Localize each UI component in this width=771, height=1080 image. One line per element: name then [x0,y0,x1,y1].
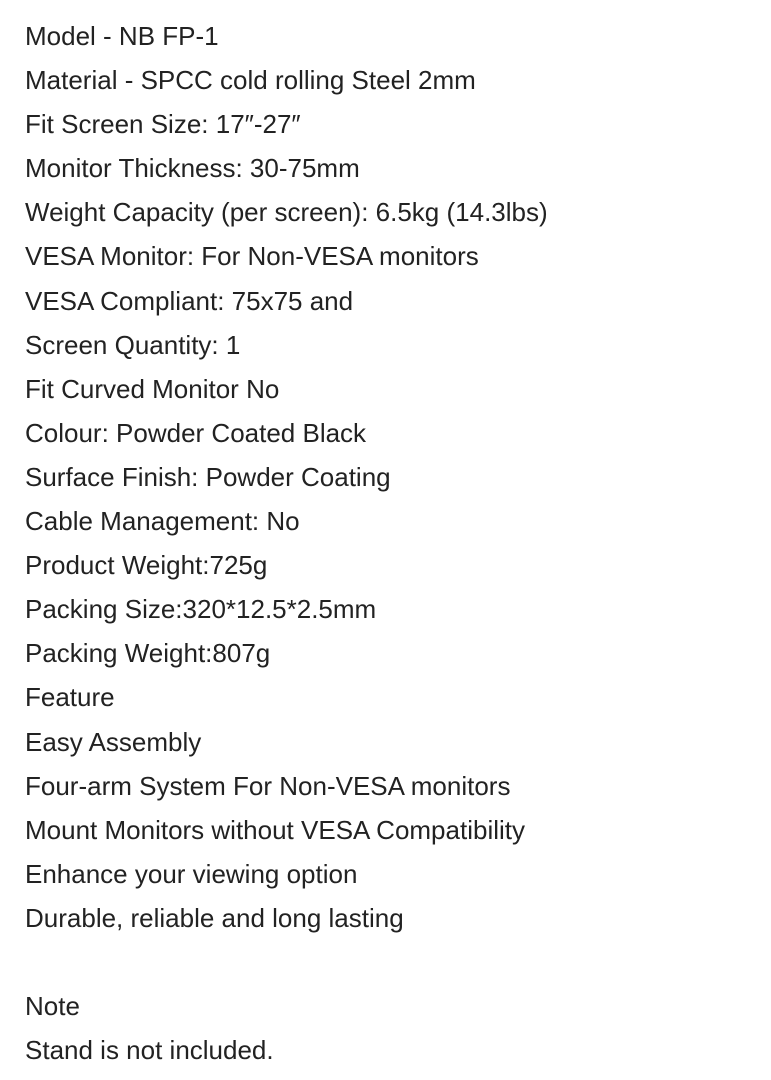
feature-item: Easy Assembly [25,726,202,757]
spec-colour: Colour: Powder Coated Black [25,417,367,448]
note-heading: Note [25,991,80,1022]
product-description [25,14,755,1072]
spec-vesa-compliant: VESA Compliant: 75x75 and [25,285,354,316]
spec-model: Model - NB FP-1 [25,21,219,51]
spec-fit-curved-monitor: Fit Curved Monitor No [25,373,280,404]
spec-surface-finish: Surface Finish: Powder Coating [25,461,391,492]
spec-cable-management: Cable Management: No [25,506,300,537]
feature-item: Four-arm System For Non-VESA monitors [25,770,511,801]
spec-product-weight: Product Weight:725g [25,550,268,581]
spec-fit-screen-size: Fit Screen Size: 17″-27″ [25,109,301,140]
feature-item: Mount Monitors without VESA Compatibility [25,814,525,845]
spec-weight-capacity: Weight Capacity (per screen): 6.5kg (14.3lbs) [25,197,548,228]
blank-line [25,940,755,984]
spec-material: Material - SPCC cold rolling Steel 2mm [25,65,476,96]
spec-vesa-monitor: VESA Monitor: For Non-VESA monitors [25,241,479,272]
spec-packing-weight: Packing Weight:807g [25,638,271,669]
feature-item: Durable, reliable and long lasting [25,902,404,933]
feature-item: Enhance your viewing option [25,858,358,889]
spec-monitor-thickness: Monitor Thickness: 30-75mm [25,153,360,184]
spec-screen-quantity: Screen Quantity: 1 [25,329,241,360]
spec-packing-size: Packing Size:320*12.5*2.5mm [25,594,377,625]
feature-heading: Feature [25,682,115,713]
note-text: Stand is not included. [25,1035,274,1066]
